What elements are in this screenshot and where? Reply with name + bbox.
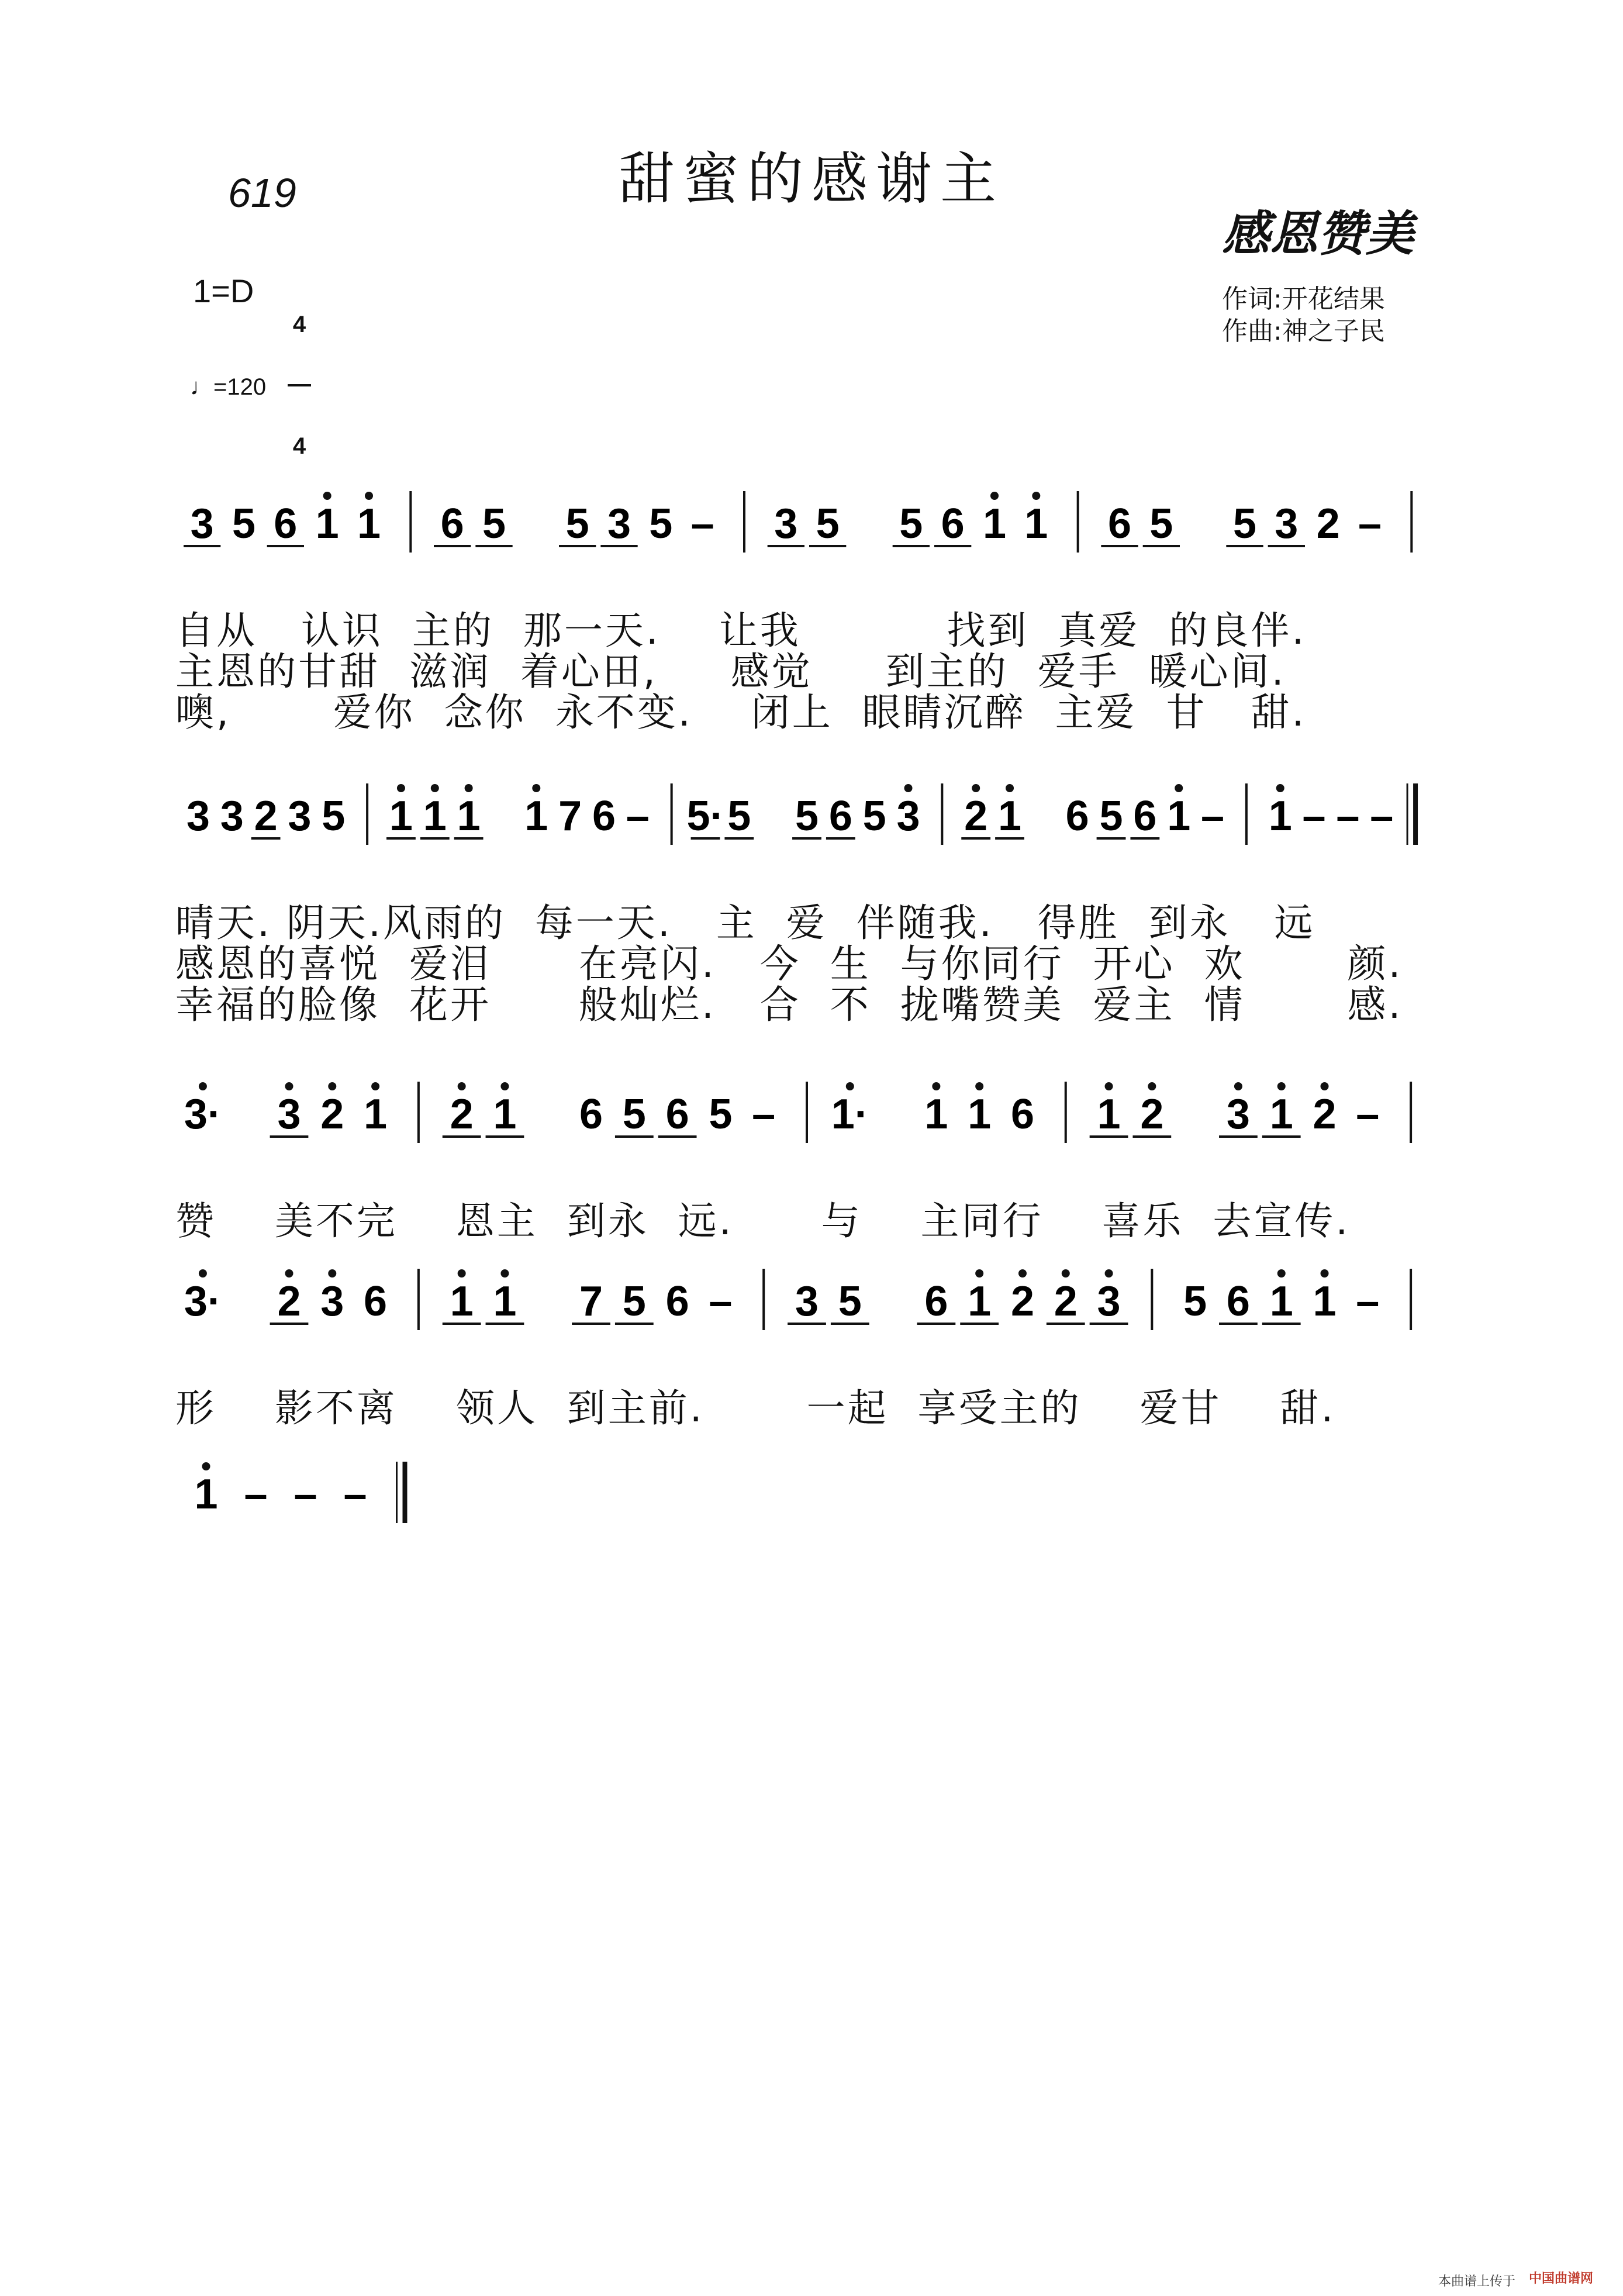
octave-dot: [199, 1082, 207, 1090]
note: 2: [1316, 500, 1340, 547]
note: 1: [968, 1091, 992, 1138]
note: 5: [727, 793, 751, 840]
note: 6: [592, 793, 616, 840]
note: 1: [982, 500, 1007, 547]
octave-dot: [1321, 1269, 1329, 1278]
note: –: [244, 1471, 268, 1518]
song-number: 619: [228, 170, 296, 216]
note: 5: [709, 1091, 733, 1138]
note: 1: [457, 793, 481, 840]
octave-dot: [846, 1082, 854, 1090]
note: 5: [649, 500, 673, 547]
note: 6: [364, 1278, 388, 1325]
octave-dot: [1105, 1269, 1113, 1278]
note: 5: [816, 500, 840, 547]
note: 2: [277, 1278, 301, 1325]
note: 5: [1149, 500, 1173, 547]
note: –: [1201, 793, 1225, 840]
octave-dot: [1006, 784, 1014, 792]
note: 3: [288, 793, 312, 840]
octave-dot: [990, 492, 999, 500]
song-subtitle: 感恩赞美: [1222, 206, 1414, 262]
note: 7: [558, 793, 582, 840]
octave-dot: [1175, 784, 1183, 792]
note: 1: [194, 1471, 218, 1518]
octave-dot: [431, 784, 439, 792]
octave-dot: [1276, 784, 1284, 792]
note: 6: [274, 500, 298, 547]
note: 2: [1140, 1091, 1164, 1138]
note: 3: [795, 1278, 819, 1325]
note: 5: [565, 500, 589, 547]
octave-dot: [932, 1082, 940, 1090]
note: 3: [190, 500, 214, 547]
note: –: [626, 793, 650, 840]
note: 2: [320, 1091, 344, 1138]
lyricist-credit: 作词:开花结果: [1222, 284, 1385, 314]
note: 1: [1097, 1091, 1121, 1138]
note: –: [752, 1091, 776, 1138]
note: 6: [1226, 1278, 1250, 1325]
tempo-marking: ♩=120: [190, 374, 267, 400]
octave-dot: [975, 1269, 983, 1278]
note: 1: [968, 1278, 992, 1325]
note: 5: [1099, 793, 1123, 840]
note: 3: [896, 793, 920, 840]
octave-dot: [285, 1269, 293, 1278]
note: 5: [862, 793, 886, 840]
note: –: [709, 1278, 733, 1325]
note: –: [690, 500, 714, 547]
note: 6: [1107, 500, 1132, 547]
octave-dot: [1032, 492, 1040, 500]
octave-dot: [1321, 1082, 1329, 1090]
note: 1: [1313, 1278, 1337, 1325]
note: 3: [1226, 1091, 1250, 1138]
note: 2: [1313, 1091, 1337, 1138]
note: 5: [232, 500, 256, 547]
note: 3: [607, 500, 631, 547]
octave-dot: [465, 784, 473, 792]
note: 1·: [831, 1091, 869, 1138]
note: 1: [1167, 793, 1191, 840]
octave-dot: [500, 1082, 509, 1090]
note: 1: [357, 500, 381, 547]
note: 3: [1275, 500, 1299, 547]
octave-dot: [1148, 1082, 1156, 1090]
note: 1: [1269, 1278, 1293, 1325]
song-title: 甜蜜的感谢主: [619, 146, 1004, 212]
lyric-row2-verse3: 幸福的脸像 花开 般灿烂. 合 不 拢嘴赞美 爱主 情 感.: [175, 982, 1403, 1027]
note: 1: [364, 1091, 388, 1138]
note: 5: [1183, 1278, 1207, 1325]
octave-dot: [365, 492, 373, 500]
note: 5: [322, 793, 346, 840]
octave-dot: [323, 492, 331, 500]
note: –: [293, 1471, 317, 1518]
octave-dot: [1277, 1082, 1286, 1090]
octave-dot: [371, 1082, 379, 1090]
note: 1: [493, 1091, 517, 1138]
octave-dot: [199, 1269, 207, 1278]
note: 6: [941, 500, 965, 547]
note: 2: [254, 793, 278, 840]
note: –: [1358, 500, 1382, 547]
note: 6: [1133, 793, 1157, 840]
note: –: [1356, 1278, 1380, 1325]
octave-dot: [1234, 1082, 1242, 1090]
lyric-row3: 赞 美不完 恩主 到永 远. 与 主同行 喜乐 去宣传.: [175, 1199, 1351, 1244]
octave-dot: [458, 1269, 466, 1278]
note: 1: [389, 793, 413, 840]
octave-dot: [975, 1082, 983, 1090]
note: 6: [1010, 1091, 1034, 1138]
composer-credit: 作曲:神之子民: [1222, 316, 1385, 346]
lyric-row1-verse2: 主恩的甘甜 滋润 着心田, 感觉 到主的 爱手 暖心间.: [175, 649, 1286, 694]
note: 6: [440, 500, 464, 547]
note: 1: [524, 793, 548, 840]
note: 6: [1065, 793, 1089, 840]
time-signature-bottom: 4: [292, 433, 306, 459]
note: 1: [924, 1091, 948, 1138]
note: 3: [220, 793, 244, 840]
note: 1: [1269, 1091, 1293, 1138]
note: 6: [828, 793, 852, 840]
key-signature: 1=D: [193, 272, 254, 309]
footer-text: 本曲谱上传于: [1438, 2274, 1516, 2289]
octave-dot: [1105, 1082, 1113, 1090]
note: 1: [315, 500, 339, 547]
octave-dot: [532, 784, 540, 792]
note: 3: [186, 793, 210, 840]
note: 1: [1268, 793, 1292, 840]
note: 5: [795, 793, 819, 840]
note: 6: [665, 1091, 689, 1138]
note: 1: [423, 793, 447, 840]
note: 6: [924, 1278, 948, 1325]
octave-dot: [1018, 1269, 1027, 1278]
note: –: [343, 1471, 367, 1518]
note: –: [1302, 793, 1326, 840]
note: 1: [998, 793, 1022, 840]
footer-logo: 中国曲谱网: [1529, 2271, 1594, 2286]
note: 3: [320, 1278, 344, 1325]
time-signature-top: 4: [292, 312, 306, 337]
note: –: [1370, 793, 1394, 840]
note: 3: [774, 500, 798, 547]
octave-dot: [904, 784, 913, 792]
note: 7: [579, 1278, 603, 1325]
note: 5·: [686, 793, 724, 840]
note: –: [1336, 793, 1360, 840]
note: 5: [899, 500, 923, 547]
octave-dot: [1062, 1269, 1070, 1278]
note: 1: [450, 1278, 474, 1325]
lyric-row1-verse3: 噢, 爱你 念你 永不变. 闭上 眼睛沉醉 主爱 甘 甜.: [175, 690, 1307, 735]
note: 3·: [184, 1091, 222, 1138]
lyric-row1-verse1: 自从 认识 主的 那一天. 让我 找到 真爱 的良伴.: [175, 608, 1307, 653]
octave-dot: [285, 1082, 293, 1090]
octave-dot: [500, 1269, 509, 1278]
note: 3·: [184, 1278, 222, 1325]
note: 5: [482, 500, 506, 547]
octave-dot: [1277, 1269, 1286, 1278]
octave-dot: [458, 1082, 466, 1090]
note: 1: [493, 1278, 517, 1325]
note: 2: [1054, 1278, 1078, 1325]
note: 5: [622, 1278, 646, 1325]
octave-dot: [328, 1269, 336, 1278]
lyric-row2-verse2: 感恩的喜悦 爱泪 在亮闪. 今 生 与你同行 开心 欢 颜.: [175, 941, 1403, 986]
note: 5: [838, 1278, 862, 1325]
note: 2: [1010, 1278, 1034, 1325]
note: –: [1356, 1091, 1380, 1138]
octave-dot: [202, 1462, 210, 1470]
note: 2: [964, 793, 988, 840]
lyric-row4: 形 影不离 领人 到主前. 一起 享受主的 爱甘 甜.: [175, 1386, 1336, 1431]
note: 5: [622, 1091, 646, 1138]
octave-dot: [328, 1082, 336, 1090]
note: 1: [1024, 500, 1048, 547]
note: 3: [277, 1091, 301, 1138]
lyric-row2-verse1: 晴天. 阴天.风雨的 每一天. 主 爱 伴随我. 得胜 到永 远: [175, 900, 1315, 945]
octave-dot: [397, 784, 405, 792]
note: 5: [1232, 500, 1257, 547]
note: 6: [665, 1278, 689, 1325]
note: 6: [579, 1091, 603, 1138]
octave-dot: [972, 784, 980, 792]
note: 2: [450, 1091, 474, 1138]
note: 3: [1097, 1278, 1121, 1325]
